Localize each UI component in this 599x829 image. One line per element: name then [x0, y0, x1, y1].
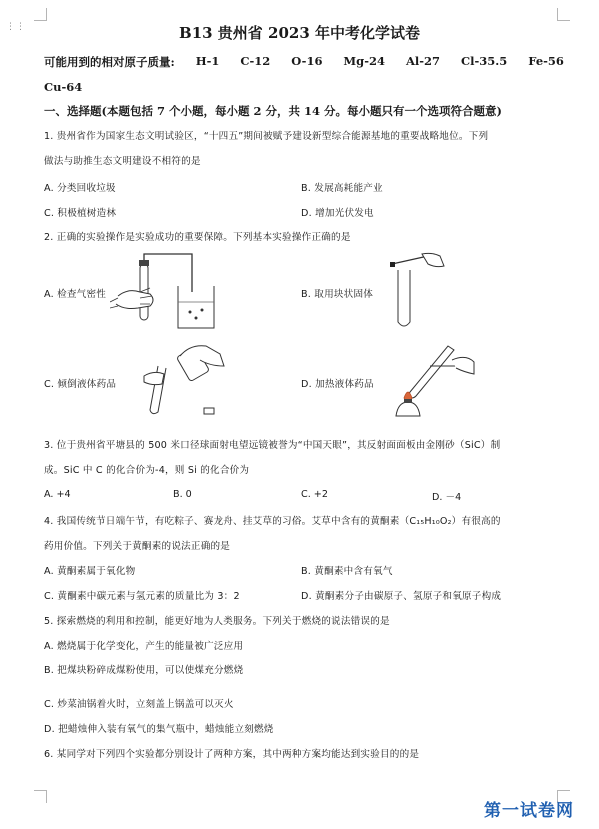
- q3-option-a: A. +4: [44, 489, 71, 500]
- atomic-mass-item: Cl-35.5: [461, 54, 508, 68]
- q5-stem-line1: 5. 探索燃烧的利用和控制，能更好地为人类服务。下列关于燃烧的说法错误的是: [44, 616, 390, 627]
- q4-option-d: D. 黄酮素分子由碳原子、氢原子和氧原子构成: [301, 591, 502, 602]
- q4-option-a: A. 黄酮素属于氧化物: [44, 566, 136, 577]
- atomic-mass-label: 可能用到的相对原子质量:: [44, 55, 175, 69]
- q2-option-a: A. 检查气密性: [44, 289, 107, 300]
- atomic-mass-line: [44, 54, 564, 70]
- crop-mark-top-right: [557, 8, 570, 21]
- atomic-mass-continued: Cu-64: [44, 80, 83, 94]
- q2-stem-line1: 2. 正确的实验操作是实验成功的重要保障。下列基本实验操作正确的是: [44, 232, 351, 243]
- atomic-mass-item: O-16: [291, 54, 323, 68]
- heating-liquid-figure: [390, 336, 480, 426]
- q6-stem-line1: 6. 某同学对下列四个实验都分别设计了两种方案，其中两种方案均能达到实验目的的是: [44, 749, 420, 760]
- q5-option-d: D. 把蜡烛伸入装有氧气的集气瓶中，蜡烛能立刻燃烧: [44, 724, 274, 735]
- q1-option-d: D. 增加光伏发电: [301, 208, 374, 219]
- q5-option-c: C. 炒菜油锅着火时，立刻盖上锅盖可以灭火: [44, 699, 234, 710]
- atomic-mass-item: Mg-24: [343, 54, 385, 68]
- q5-option-a: A. 燃烧属于化学变化，产生的能量被广泛应用: [44, 641, 244, 652]
- page-title: B13 贵州省 2023 年中考化学试卷: [179, 24, 420, 42]
- atomic-mass-item: C-12: [240, 54, 271, 68]
- q2-option-c: C. 倾倒液体药品: [44, 379, 117, 390]
- q2-option-d: D. 加热液体药品: [301, 379, 374, 390]
- q4-stem-line1: 4. 我国传统节日端午节，有吃粽子、赛龙舟、挂艾草的习俗。艾草中含有的黄酮素（C₁₅H₁₀O₂）有很高的: [44, 516, 501, 527]
- atomic-mass-item: Fe-56: [528, 54, 564, 68]
- pouring-liquid-figure: [140, 336, 230, 420]
- solid-block-figure: [378, 252, 448, 332]
- q3-stem-line2: 成。SiC 中 C 的化合价为-4，则 Si 的化合价为: [44, 465, 250, 476]
- q1-option-c: C. 积极植树造林: [44, 208, 117, 219]
- q4-stem-line2: 药用价值。下列关于黄酮素的说法正确的是: [44, 541, 231, 552]
- section-heading: 一、选择题(本题包括 7 个小题，每小题 2 分，共 14 分。每小题只有一个选项符合题意): [44, 104, 502, 118]
- site-watermark: 第一试卷网: [484, 801, 574, 821]
- q1-option-b: B. 发展高耗能产业: [301, 183, 383, 194]
- drag-handle-icon[interactable]: ⋮⋮: [6, 22, 26, 32]
- q4-option-b: B. 黄酮素中含有氧气: [301, 566, 393, 577]
- airtightness-check-figure: [110, 252, 230, 332]
- q4-option-c: C. 黄酮素中碳元素与氢元素的质量比为 3：2: [44, 591, 240, 602]
- q3-option-c: C. +2: [301, 489, 328, 500]
- q2-option-b: B. 取用块状固体: [301, 289, 374, 300]
- crop-mark-bottom-left: [34, 790, 47, 803]
- atomic-mass-item: Al-27: [405, 54, 441, 68]
- q1-stem-line2: 做法与助推生态文明建设不相符的是: [44, 156, 201, 167]
- q1-stem-line1: 1. 贵州省作为国家生态文明试验区，“十四五”期间被赋予建设新型综合能源基地的重要战略地位。下列: [44, 131, 489, 142]
- q3-option-b: B. 0: [173, 489, 192, 500]
- q3-option-d: D. －4: [432, 492, 462, 503]
- q1-option-a: A. 分类回收垃圾: [44, 183, 116, 194]
- q5-option-b: B. 把煤块粉碎成煤粉使用，可以使煤充分燃烧: [44, 665, 244, 676]
- crop-mark-top-left: [34, 8, 47, 21]
- atomic-mass-item: H-1: [195, 54, 220, 68]
- q3-stem-line1: 3. 位于贵州省平塘县的 500 米口径球面射电望远镜被誉为“中国天眼”，其反射面面板由金刚砂（SiC）制: [44, 440, 501, 451]
